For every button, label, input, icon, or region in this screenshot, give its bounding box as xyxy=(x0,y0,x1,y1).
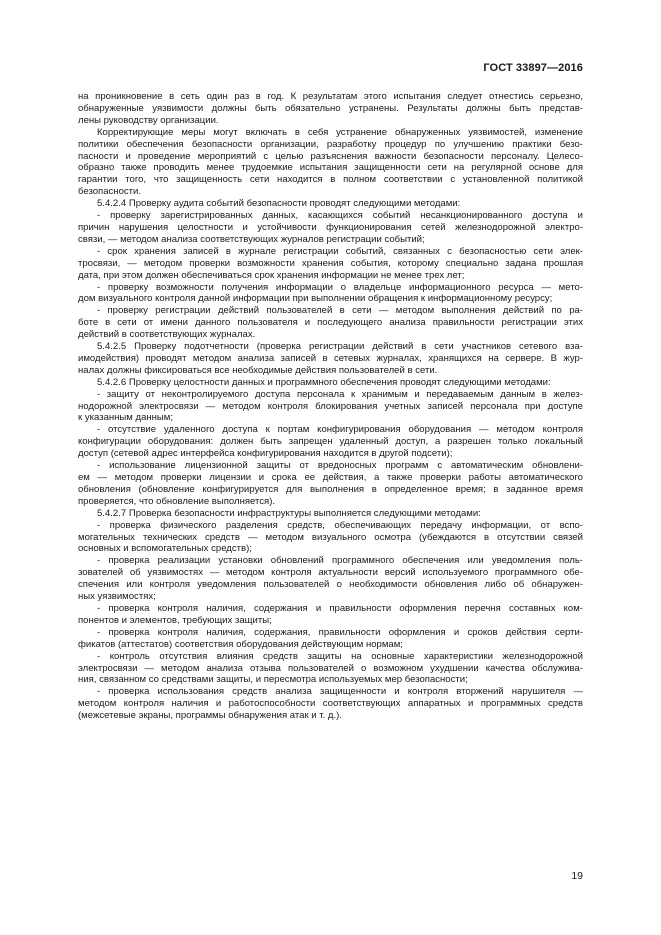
text-line: связи, — методом анализа соответствующих журналов регистрации событий; xyxy=(78,233,425,245)
text-line: безопасности. xyxy=(78,186,142,198)
paragraph xyxy=(78,508,583,520)
text-line: проверяется, что обновление выполняется). xyxy=(78,495,276,507)
text-line: ния, связанном со средствами защиты, и пересмотра используемых мер безопасности; xyxy=(78,674,468,686)
text-line: - отсутствие удаленного доступа к портам конфигурирования оборудования — методом контроля xyxy=(97,424,583,436)
text-line: 5.4.2.7 Проверка безопасности инфраструктуры выполняется следующими методами: xyxy=(97,507,481,519)
text-line: - использование лицензионной защиты от вредоносных программ с автоматическим обновлени- xyxy=(97,460,583,472)
paragraph xyxy=(78,246,583,282)
text-line: - проверку зарегистрированных данных, касающихся событий несанкционированного доступа и xyxy=(97,210,583,222)
text-line: Корректирующие меры могут включать в себя устранение обнаруженных уязвимостей, изменение xyxy=(97,126,583,138)
page-number: 19 xyxy=(571,870,583,882)
text-line: доступ (сетевой адрес интерфейса конфигурирования находится в другой подсети); xyxy=(78,448,453,460)
text-line: основных и вспомогательных средств); xyxy=(78,543,252,555)
text-line: 5.4.2.6 Проверку целостности данных и программного обеспечения проводят следующими методами: xyxy=(97,376,551,388)
text-line: - проверка реализации установки обновлений программного обеспечения или уведомления поль- xyxy=(97,555,583,567)
paragraph xyxy=(78,341,583,377)
text-line: - проверка контроля наличия, содержания и правильности оформления перечня составных ком- xyxy=(97,602,583,614)
paragraph xyxy=(78,282,583,306)
paragraph xyxy=(78,198,583,210)
text-line: боте в сети от имени данного пользователя и последующего анализа правильности регистрации этих xyxy=(78,317,583,329)
paragraph xyxy=(78,389,583,425)
text-line: обнаруженные уязвимости должны быть обязательно устранены. Результаты должны быть представ- xyxy=(78,102,583,114)
standard-designation: ГОСТ 33897—2016 xyxy=(483,62,583,74)
text-line: гарантии того, что защищенность сети находится в полном соответствии с установленной политикой xyxy=(78,174,583,186)
text-line: - защиту от неконтролируемого доступа персонала к хранимым и передаваемым данным в желез- xyxy=(97,388,583,400)
paragraph xyxy=(78,603,583,627)
text-line: - проверка контроля наличия, содержания, правильности оформления и сроков действия серти- xyxy=(97,626,583,638)
text-line: ных уязвимостях; xyxy=(78,591,156,603)
paragraph xyxy=(78,686,583,722)
text-line: политики обеспечения безопасности организации, разработку процедур по улучшению практики безо- xyxy=(78,138,583,150)
paragraph xyxy=(78,555,583,603)
text-line: фикатов (аттестатов) соответствия оборудования действующим нормам; xyxy=(78,638,403,650)
text-line: 5.4.2.4 Проверку аудита событий безопасности проводят следующими методами: xyxy=(97,198,461,210)
text-line: к указанным данным; xyxy=(78,412,174,424)
paragraph xyxy=(78,424,583,460)
text-line: ем — методом проверки лицензии и срока ее действия, а также проверки работы автоматического xyxy=(78,472,583,483)
text-line: действий в соответствующих журналах. xyxy=(78,329,256,341)
paragraph xyxy=(78,127,583,198)
paragraph xyxy=(78,627,583,651)
paragraph xyxy=(78,651,583,687)
text-line: 5.4.2.5 Проверку подотчетности (проверка регистрации действий в сети участников сетевого вза- xyxy=(97,341,583,353)
text-line: - проверку регистрации действий пользователей в сети — методом выполнения действий по ра- xyxy=(97,305,583,317)
text-line: на проникновение в сеть один раз в год. К результатам этого испытания следует отнестись серьезно, xyxy=(78,91,583,102)
paragraph xyxy=(78,305,583,341)
text-line: нодорожной электросвязи — методом контроля блокирования учетных записей персонала при доступе xyxy=(78,400,583,412)
text-line: дом визуального контроля данной информации при выполнении обращения к информационному ресурсу; xyxy=(78,293,553,305)
paragraph xyxy=(78,377,583,389)
text-line: - проверку возможности получения информации о владельце информационного ресурса — мето- xyxy=(97,281,583,293)
text-line: - срок хранения записей в журнале регистрации событий, связанных с безопасностью сети элек- xyxy=(97,245,583,257)
paragraph xyxy=(78,91,583,127)
text-line: - контроль отсутствия влияния средств защиты на основные характеристики железнодорожной xyxy=(97,650,583,662)
text-line: могательных технических средств — методом визуального осмотра (убеждаются в отсутствии связей xyxy=(78,531,583,543)
text-line: электросвязи — методом анализа отзыва пользователей о возможном ухудшении качества обслужива- xyxy=(78,662,583,674)
text-line: обновления (обновление конфигурируется для выполнения в определенное время; в заданное время xyxy=(78,483,583,495)
paragraph xyxy=(78,460,583,508)
text-line: спечения или контроля уведомления пользователей о необходимости обновления либо об обнаружен- xyxy=(78,579,583,591)
text-line: образно также проводить менее трудоемкие испытания защищенности сети на регулярной основе для xyxy=(78,162,583,174)
text-line: причин нарушения целостности и устойчивости функционирования сетей железнодорожной электро- xyxy=(78,221,583,233)
text-line: лены руководству организации. xyxy=(78,114,219,126)
text-line: налах должны фиксироваться все необходимые действия пользователей в сети. xyxy=(78,364,438,376)
text-line: имодействия) проводят методом анализа записей в сетевых журналах, хранящихся на сервере. В жур- xyxy=(78,352,583,364)
text-line: тросвязи, — методом проверки возможности хранения события, которому специально задана прошлая xyxy=(78,257,583,269)
text-line: понентов и элементов, требующих защиты; xyxy=(78,614,272,626)
text-line: конфигурации оборудования: должен быть запрещен удаленный доступ, а разрешен только локальный xyxy=(78,436,583,448)
text-line: пасности и проведение мероприятий с целью разъяснения важности безопасности персоналу. Целесо- xyxy=(78,150,583,162)
text-line: дата, при этом должен обеспечиваться срок хранения информации не менее трех лет; xyxy=(78,269,465,281)
document-body xyxy=(78,91,583,722)
text-line: (межсетевые экраны, программы обнаружения атак и т. д.). xyxy=(78,710,342,722)
text-line: - проверка физического разделения средств, обеспечивающих передачу информации, от вспо- xyxy=(97,519,583,531)
text-line: зователей об уязвимостях — методом контроля актуальности версий используемого программного обе- xyxy=(78,567,583,579)
paragraph xyxy=(78,520,583,556)
paragraph xyxy=(78,210,583,246)
text-line: методом контроля наличия и работоспособности соответствующих аппаратных и программных средств xyxy=(78,698,583,710)
text-line: - проверка использования средств анализа защищенности и контроля вторжений нарушителя — xyxy=(97,686,583,698)
